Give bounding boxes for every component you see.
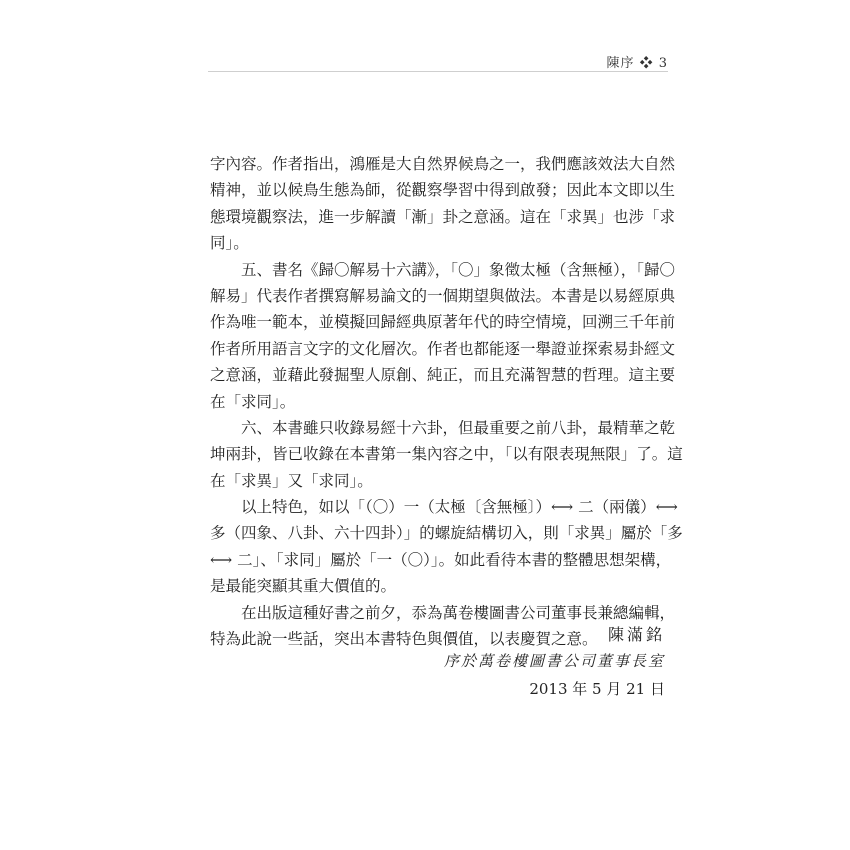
text-line: 之意涵，並藉此發掘聖人原創、純正，而且充滿智慧的哲理。這主要 bbox=[210, 366, 676, 385]
text-line: ⟷ 二」、「求同」屬於「一（〇）」。如此看待本書的整體思想架構， bbox=[210, 550, 672, 569]
text-line: 精神，並以候鳥生態為師，從觀察學習中得到啟發；因此本文即以生 bbox=[210, 181, 676, 200]
text-line: 在「求異」又「求同」。 bbox=[210, 471, 373, 490]
text-line: 作為唯一範本，並模擬回歸經典原著年代的時空情境，回溯三千年前 bbox=[210, 313, 676, 332]
text-line: 字內容。作者指出，鴻雁是大自然界候鳥之一，我們應該效法大自然 bbox=[210, 155, 676, 173]
text-line: 解易」代表作者撰寫解易論文的一個期望與做法。本書是以易經原典 bbox=[210, 286, 676, 305]
text-line: 六、本書雖只收錄易經十六卦，但最重要之前八卦，最精華之乾 bbox=[241, 418, 676, 437]
text-line: 同」。 bbox=[210, 234, 249, 253]
text-line: 坤兩卦，皆已收錄在本書第一集內容之中，「以有限表現無限」了。這 bbox=[210, 445, 683, 464]
signature-date: 2013 年 5 月 21 日 bbox=[529, 680, 665, 698]
text-line: 作者所用語言文字的文化層次。作者也都能逐一舉證並探索易卦經文 bbox=[210, 339, 676, 358]
signature-place: 序於萬卷樓圖書公司董事長室 bbox=[443, 652, 665, 670]
text-line: 以上特色，如以「（〇）一（太極〔含無極〕）⟷ 二（兩儀）⟷ bbox=[241, 498, 678, 517]
text-line: 在「求同」。 bbox=[210, 392, 296, 411]
text-line: 是最能突顯其重大價值的。 bbox=[210, 577, 397, 596]
text-line: 在出版這種好書之前夕，忝為萬卷樓圖書公司董事長兼總編輯， bbox=[241, 603, 676, 622]
text-line: 特為此說一些話，突出本書特色與價值，以表慶賀之意。 bbox=[210, 630, 598, 649]
running-header: 陳序 ❖ 3 bbox=[606, 56, 668, 71]
text-line: 多（四象、八卦、六十四卦）」的螺旋結構切入，則「求異」屬於「多 bbox=[210, 524, 683, 543]
text-line: 態環境觀察法，進一步解讀「漸」卦之意涵。這在「求異」也涉「求 bbox=[210, 207, 676, 226]
signature-name: 陳滿銘 bbox=[607, 625, 665, 644]
text-line: 五、書名《歸〇解易十六講》，「〇」象徵太極（含無極），「歸〇 bbox=[241, 260, 676, 279]
header-rule bbox=[208, 71, 668, 72]
body-text bbox=[210, 151, 683, 652]
